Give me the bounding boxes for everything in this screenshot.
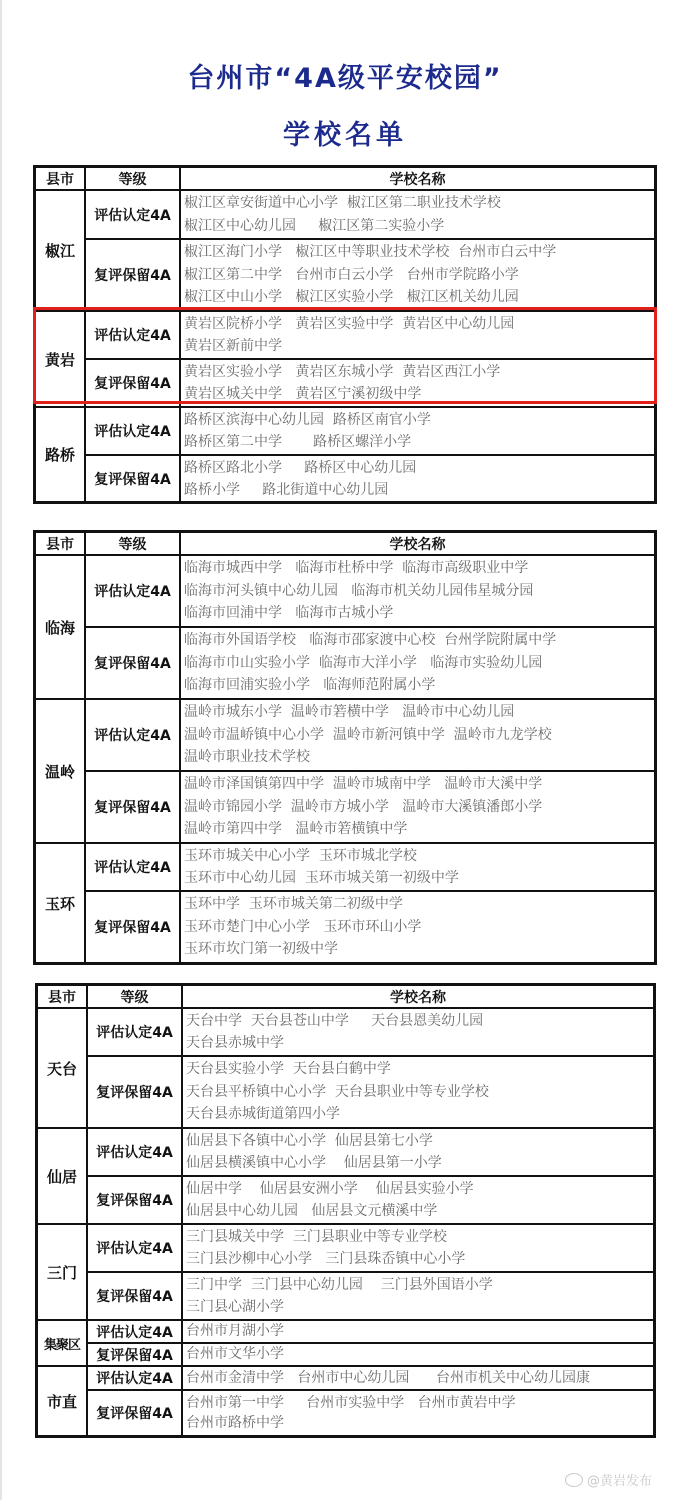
school-table-2 [33, 530, 657, 965]
county-row-xianju [38, 1127, 653, 1223]
county-name: 市直 [38, 1367, 88, 1435]
level-label: 评估认定4A [86, 312, 181, 358]
county-name: 三门 [38, 1225, 88, 1319]
county-name: 玉环 [36, 844, 86, 962]
level-label: 复评保留4A [88, 1273, 183, 1319]
school-list [183, 1344, 653, 1365]
school-line: 温岭市锦园小学 温岭市方城小学 温岭市大溪镇潘郎小学 [184, 798, 543, 815]
school-line: 三门县沙柳中心小学 三门县珠岙镇中心小学 [186, 1251, 466, 1267]
level-label: 复评保留4A [86, 240, 181, 310]
school-list [183, 1225, 653, 1271]
header-schools: 学校名称 [389, 171, 446, 188]
header-level: 等级 [86, 533, 181, 554]
county-name: 温岭 [36, 700, 86, 842]
level-row [86, 770, 654, 842]
level-row [88, 1055, 653, 1127]
school-list [183, 1177, 653, 1223]
school-list [181, 772, 654, 842]
level-row [86, 556, 654, 626]
level-row [86, 890, 654, 962]
county-name: 天台 [38, 1009, 88, 1127]
school-line: 玉环中学 玉环市城关第二初级中学 [184, 896, 403, 912]
level-row [88, 1367, 653, 1389]
school-line: 路桥区第二中学 路桥区螺洋小学 [184, 434, 412, 450]
school-line: 天台县平桥镇中心小学 天台县职业中等专业学校 [186, 1083, 489, 1100]
header-county: 县市 [38, 986, 88, 1007]
level-row [86, 358, 654, 406]
level-label: 复评保留4A [86, 892, 181, 962]
level-label: 评估认定4A [88, 1225, 183, 1271]
level-row [88, 1129, 653, 1175]
school-list [183, 1129, 653, 1175]
page-subtitle: 学校名单 [283, 120, 407, 151]
county-name: 黄岩 [36, 312, 86, 406]
level-row [86, 700, 654, 770]
school-list [181, 456, 654, 501]
school-line: 仙居县横溪镇中心小学 仙居县第一小学 [186, 1155, 442, 1171]
school-line: 温岭市城东小学 温岭市箬横中学 温岭市中心幼儿园 [184, 704, 515, 720]
school-line: 台州市文华小学 [186, 1346, 284, 1362]
school-list [181, 844, 654, 890]
table-header [36, 533, 654, 554]
county-name: 路桥 [36, 408, 86, 501]
school-line: 天台中学 天台县苍山中学 天台县恩美幼儿园 [186, 1013, 484, 1029]
school-line: 黄岩区新前中学 [184, 338, 282, 354]
level-label: 复评保留4A [86, 628, 181, 698]
school-line: 黄岩区城关中学 黄岩区宁溪初级中学 [184, 386, 422, 402]
county-row-tiantai [38, 1007, 653, 1127]
table-header [36, 168, 654, 189]
school-line: 仙居县中心幼儿园 仙居县文元横溪中学 [186, 1203, 438, 1219]
header-level: 等级 [88, 986, 183, 1007]
level-label: 评估认定4A [86, 556, 181, 626]
level-row [86, 844, 654, 890]
level-row [88, 1009, 653, 1055]
school-line: 椒江区中心幼儿园 椒江区第二实验小学 [184, 217, 445, 234]
level-row [86, 454, 654, 501]
county-name: 临海 [36, 556, 86, 698]
school-table-3 [35, 983, 656, 1438]
school-line: 路桥区路北小学 路桥区中心幼儿园 [184, 460, 417, 476]
level-label: 复评保留4A [88, 1177, 183, 1223]
school-list [183, 1009, 653, 1055]
level-row [88, 1389, 653, 1435]
weibo-icon [565, 1473, 583, 1487]
school-list [181, 360, 654, 406]
level-label: 评估认定4A [86, 191, 181, 238]
level-row [88, 1342, 653, 1365]
county-row-sanmen [38, 1223, 653, 1319]
school-line: 玉环市坎门第一初级中学 [184, 941, 338, 958]
school-line: 临海市河头镇中心幼儿园 临海市机关幼儿园伟星城分园 [184, 582, 534, 599]
school-line: 路桥小学 路北街道中心幼儿园 [184, 481, 389, 498]
school-list [181, 191, 654, 238]
county-row-linhai [36, 554, 654, 698]
school-line: 温岭市温峤镇中心小学 温岭市新河镇中学 温岭市九龙学校 [184, 726, 552, 743]
county-row-huangyan [36, 310, 654, 406]
level-label: 评估认定4A [86, 700, 181, 770]
level-label: 评估认定4A [86, 408, 181, 454]
school-line: 台州市第一中学 台州市实验中学 台州市黄岩中学 [186, 1395, 516, 1411]
county-row-jiaojiang [36, 189, 654, 310]
school-list [181, 628, 654, 698]
school-line: 台州市月湖小学 [186, 1323, 284, 1339]
school-line: 台州市路桥中学 [186, 1415, 284, 1431]
school-line: 三门县城关中学 三门县职业中等专业学校 [186, 1229, 447, 1245]
level-label: 评估认定4A [88, 1009, 183, 1055]
school-line: 椒江区中山小学 椒江区实验小学 椒江区机关幼儿园 [184, 289, 519, 306]
level-label: 复评保留4A [86, 772, 181, 842]
level-row [86, 238, 654, 310]
school-list [183, 1367, 653, 1389]
level-label: 复评保留4A [86, 360, 181, 406]
school-line: 黄岩区院桥小学 黄岩区实验中学 黄岩区中心幼儿园 [184, 316, 515, 332]
school-line: 玉环市楚门中心小学 玉环市环山小学 [184, 918, 422, 935]
school-line: 天台县赤城街道第四小学 [186, 1106, 340, 1123]
level-row [86, 408, 654, 454]
school-line: 椒江区章安街道中心小学 椒江区第二职业技术学校 [184, 195, 501, 211]
school-line: 椒江区海门小学 椒江区中等职业技术学校 台州市白云中学 [184, 244, 557, 260]
school-line: 仙居县下各镇中心小学 仙居县第七小学 [186, 1133, 433, 1149]
level-row [88, 1175, 653, 1223]
school-list [181, 700, 654, 770]
school-list [183, 1057, 653, 1127]
level-label: 复评保留4A [88, 1057, 183, 1127]
school-list [183, 1273, 653, 1319]
level-label: 复评保留4A [88, 1391, 183, 1435]
school-list [181, 892, 654, 962]
school-list [181, 312, 654, 358]
level-row [86, 626, 654, 698]
school-line: 路桥区滨海中心幼儿园 路桥区南官小学 [184, 412, 431, 428]
table-header [38, 986, 653, 1007]
header-level: 等级 [86, 168, 181, 189]
county-row-shizhi [38, 1365, 653, 1435]
level-label: 复评保留4A [86, 456, 181, 501]
county-name: 集聚区 [38, 1321, 88, 1365]
watermark [565, 1470, 652, 1489]
school-line: 玉环市城关中心小学 玉环市城北学校 [184, 848, 417, 864]
school-line: 黄岩区实验小学 黄岩区东城小学 黄岩区西江小学 [184, 364, 501, 380]
school-line: 临海市回浦实验小学 临海师范附属小学 [184, 677, 436, 694]
header-schools: 学校名称 [389, 536, 446, 553]
school-line: 温岭市第四中学 温岭市箬横镇中学 [184, 821, 408, 838]
level-label: 评估认定4A [86, 844, 181, 890]
school-list [181, 408, 654, 454]
school-line: 玉环市中心幼儿园 玉环市城关第一初级中学 [184, 870, 459, 886]
school-line: 临海市城西中学 临海市杜桥中学 临海市高级职业中学 [184, 560, 529, 576]
school-line: 天台县赤城中学 [186, 1035, 284, 1051]
school-list [181, 556, 654, 626]
page-title: 台州市“4A级平安校园” [187, 63, 503, 94]
school-line: 温岭市职业技术学校 [184, 749, 310, 766]
level-row [86, 312, 654, 358]
county-name: 仙居 [38, 1129, 88, 1223]
school-line: 临海市巾山实验小学 临海市大洋小学 临海市实验幼儿园 [184, 654, 543, 671]
page-edge [0, 0, 2, 1500]
level-row [86, 191, 654, 238]
level-label: 评估认定4A [88, 1129, 183, 1175]
header-schools: 学校名称 [390, 989, 446, 1006]
school-line: 临海市外国语学校 临海市邵家渡中心校 台州学院附属中学 [184, 632, 557, 648]
school-list [183, 1391, 653, 1435]
county-row-wenling [36, 698, 654, 842]
school-table-1 [33, 165, 657, 504]
school-line: 三门中学 三门县中心幼儿园 三门县外国语小学 [186, 1277, 493, 1293]
watermark-text: @黄岩发布 [587, 1474, 653, 1489]
county-row-jijuqu [38, 1319, 653, 1365]
school-line: 温岭市泽国镇第四中学 温岭市城南中学 温岭市大溪中学 [184, 776, 543, 792]
level-row [88, 1321, 653, 1342]
level-row [88, 1225, 653, 1271]
county-name: 椒江 [36, 191, 86, 310]
school-list [181, 240, 654, 310]
level-label: 复评保留4A [88, 1344, 183, 1365]
school-line: 天台县实验小学 天台县白鹤中学 [186, 1061, 391, 1077]
school-line: 临海市回浦中学 临海市古城小学 [184, 605, 394, 622]
school-list [183, 1321, 653, 1342]
school-line: 三门县心湖小学 [186, 1299, 284, 1315]
header-county: 县市 [36, 533, 86, 554]
level-label: 评估认定4A [88, 1367, 183, 1389]
header-county: 县市 [36, 168, 86, 189]
county-row-yuhuan [36, 842, 654, 962]
school-line: 台州市金清中学 台州市中心幼儿园 台州市机关中心幼儿园康 [186, 1370, 591, 1386]
level-label: 评估认定4A [88, 1321, 183, 1342]
level-row [88, 1271, 653, 1319]
school-line: 椒江区第二中学 台州市白云小学 台州市学院路小学 [184, 266, 519, 283]
county-row-luqiao [36, 406, 654, 501]
school-line: 仙居中学 仙居县安洲小学 仙居县实验小学 [186, 1181, 474, 1197]
